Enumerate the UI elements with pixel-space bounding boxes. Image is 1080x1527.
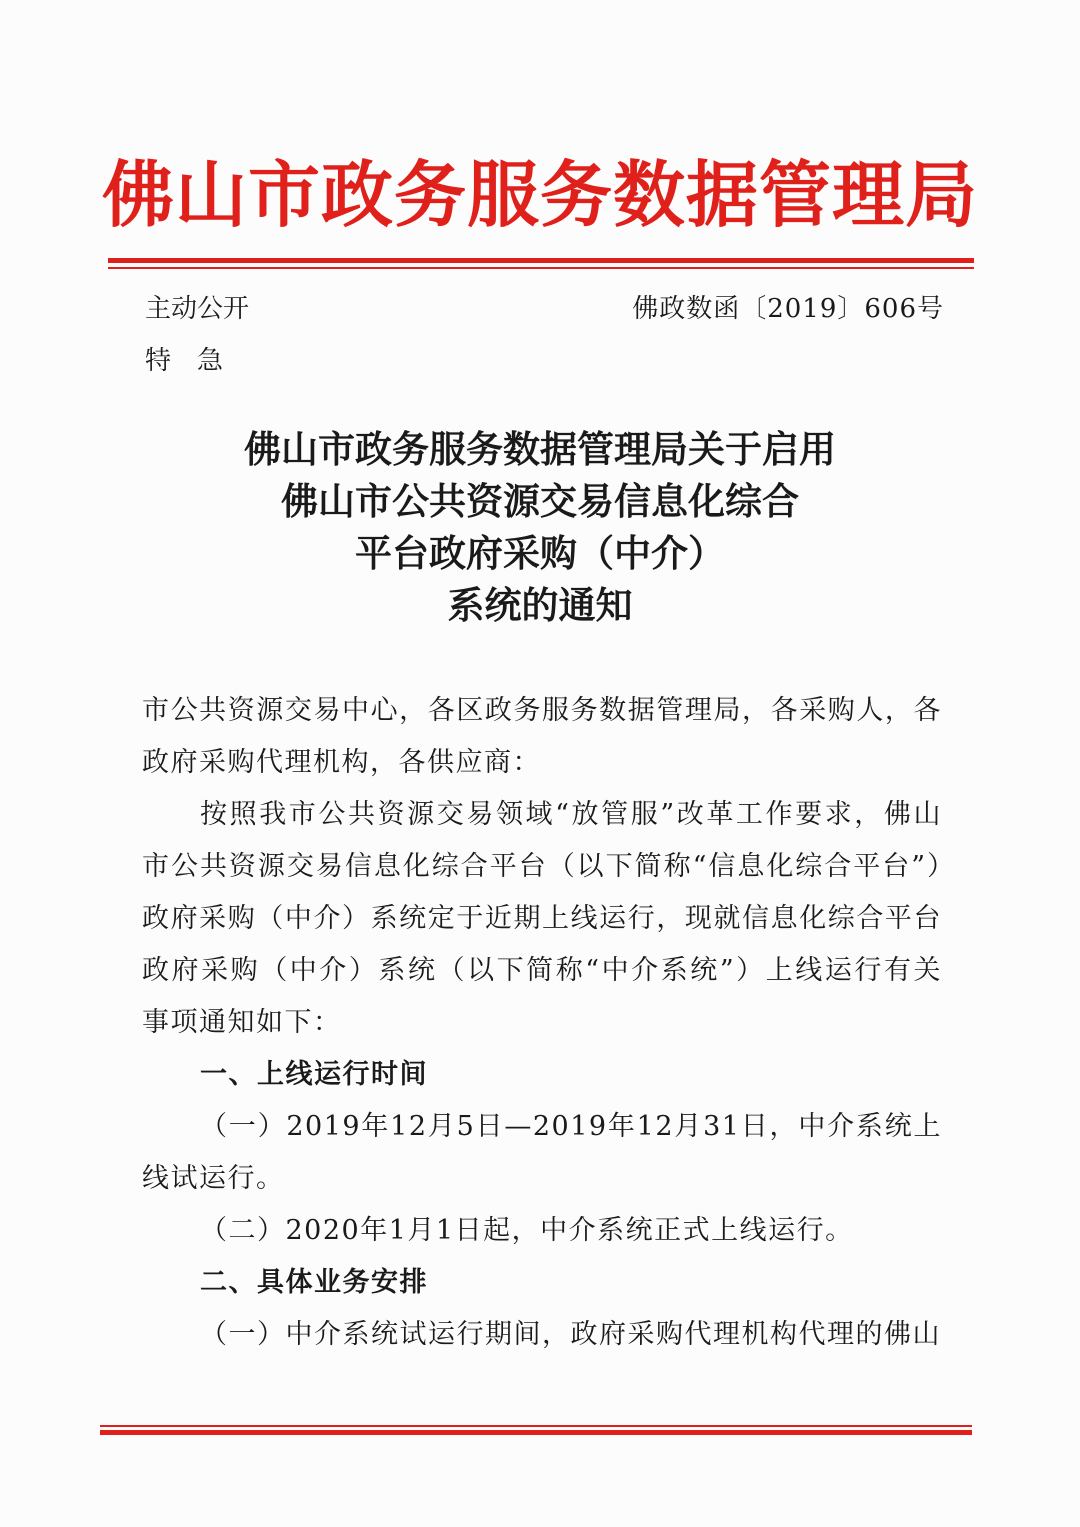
title-line: 佛山市公共资源交易信息化综合 [281, 480, 799, 523]
document-meta [145, 283, 249, 387]
section-item: （一）中介系统试运行期间，政府采购代理机构代理的佛山 [200, 1319, 941, 1350]
footer-rule-thick [100, 1430, 972, 1435]
title-line: 系统的通知 [447, 584, 633, 627]
disclosure-label: 主动公开 [145, 294, 250, 324]
section-item: （一）2019年12月5日—2019年12月31日，中介系统上线试运行。 [142, 1111, 942, 1194]
document-number: 佛政数函〔2019〕606号 [632, 294, 944, 324]
urgency-label: 特急 [145, 346, 250, 376]
title-line: 平台政府采购（中介） [355, 532, 725, 575]
masthead-rule-thick [108, 258, 974, 263]
section-heading: 二、具体业务安排 [200, 1267, 428, 1298]
intro-paragraph: 按照我市公共资源交易领域“放管服”改革工作要求，佛山市公共资源交易信息化综合平台（以下简称“信息化综合平台”）政府采购（中介）系统定于近期上线运行，现就信息化综合平台政府采购（中介）系统（以下简称“中介系统”）上线运行有关事项通知如下： [142, 799, 942, 1038]
title-line: 佛山市政务服务数据管理局关于启用 [244, 428, 836, 471]
salutation: 市公共资源交易中心，各区政务服务数据管理局，各采购人，各政府采购代理机构，各供应商： [142, 695, 942, 778]
masthead: 佛山市政务服务数据管理局 [101, 153, 978, 237]
footer-rule-thin [100, 1425, 972, 1427]
section-item: （二）2020年1月1日起，中介系统正式上线运行。 [200, 1215, 854, 1246]
document-title [0, 424, 1080, 632]
section-heading: 一、上线运行时间 [200, 1059, 428, 1090]
document-body [142, 685, 942, 1361]
masthead-rule-thin [108, 267, 974, 269]
